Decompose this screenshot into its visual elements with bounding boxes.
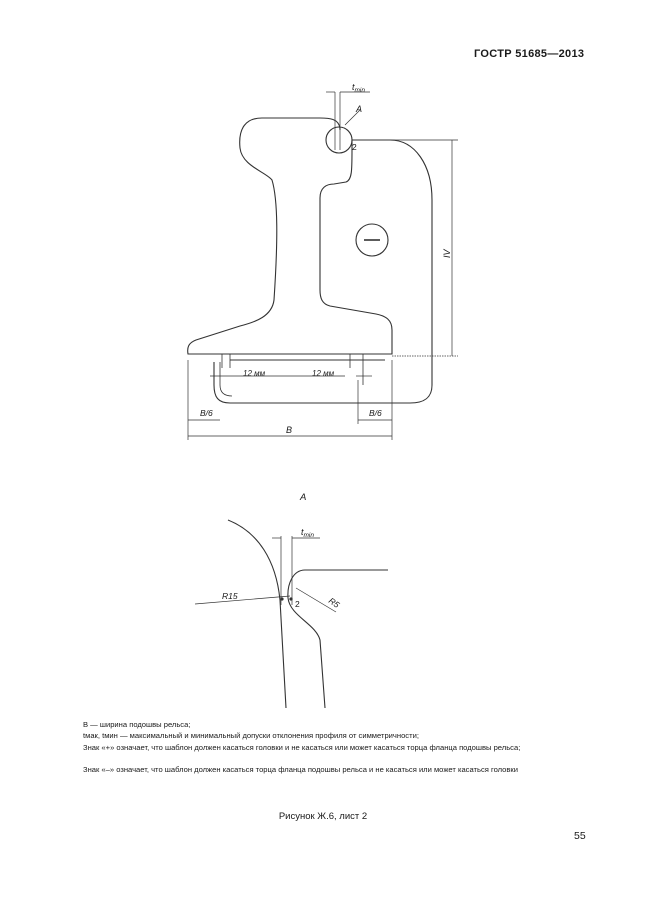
note-b: B — ширина подошвы рельса; (83, 720, 191, 729)
detail-a-title: A (300, 492, 307, 503)
figure-caption: Рисунок Ж.6, лист 2 (278, 811, 368, 822)
detail-a-circle (326, 127, 352, 153)
template-contour (288, 570, 388, 708)
note-plus-sign: Знак «+» означает, что шаблон должен касаться головки и не касаться или может касаться торца фланца подошвы рельса; (83, 742, 521, 752)
radius-r15-label: R15 (222, 591, 238, 601)
dim-12mm-left: 12 мм (243, 369, 266, 378)
detail-a-label: A (356, 104, 363, 114)
detail-t-min-label: $t_{min}$ (301, 527, 314, 539)
dimension-iv: IV (442, 249, 452, 258)
note-minus-sign: Знак «–» означает, что шаблон должен касаться торца фланца подошвы рельса и не касаться или может касаться головки (83, 765, 518, 775)
document-standard-header: ГОСТР 51685—2013 (474, 48, 585, 60)
dim-b: B (286, 425, 293, 435)
note-tolerance: tмак, tмин — максимальный и минимальный допуски отклонения профиля от симметричности; (83, 731, 419, 741)
dim-b6-left: B/6 (200, 408, 213, 418)
rail-head-curve (228, 520, 286, 708)
page-number: 55 (574, 830, 586, 842)
radius-r5-label: R5 (326, 595, 342, 610)
template-outline (214, 140, 432, 403)
detail-point-2-label: 2 (295, 599, 300, 609)
rail-profile (188, 118, 392, 354)
notes-block (83, 719, 583, 776)
dim-b6-right: B/6 (369, 408, 382, 418)
t-min-label: $t_{min}$ (352, 82, 365, 94)
dim-12mm-right: 12 мм (312, 369, 335, 378)
point-2-label: 2 (352, 142, 357, 152)
